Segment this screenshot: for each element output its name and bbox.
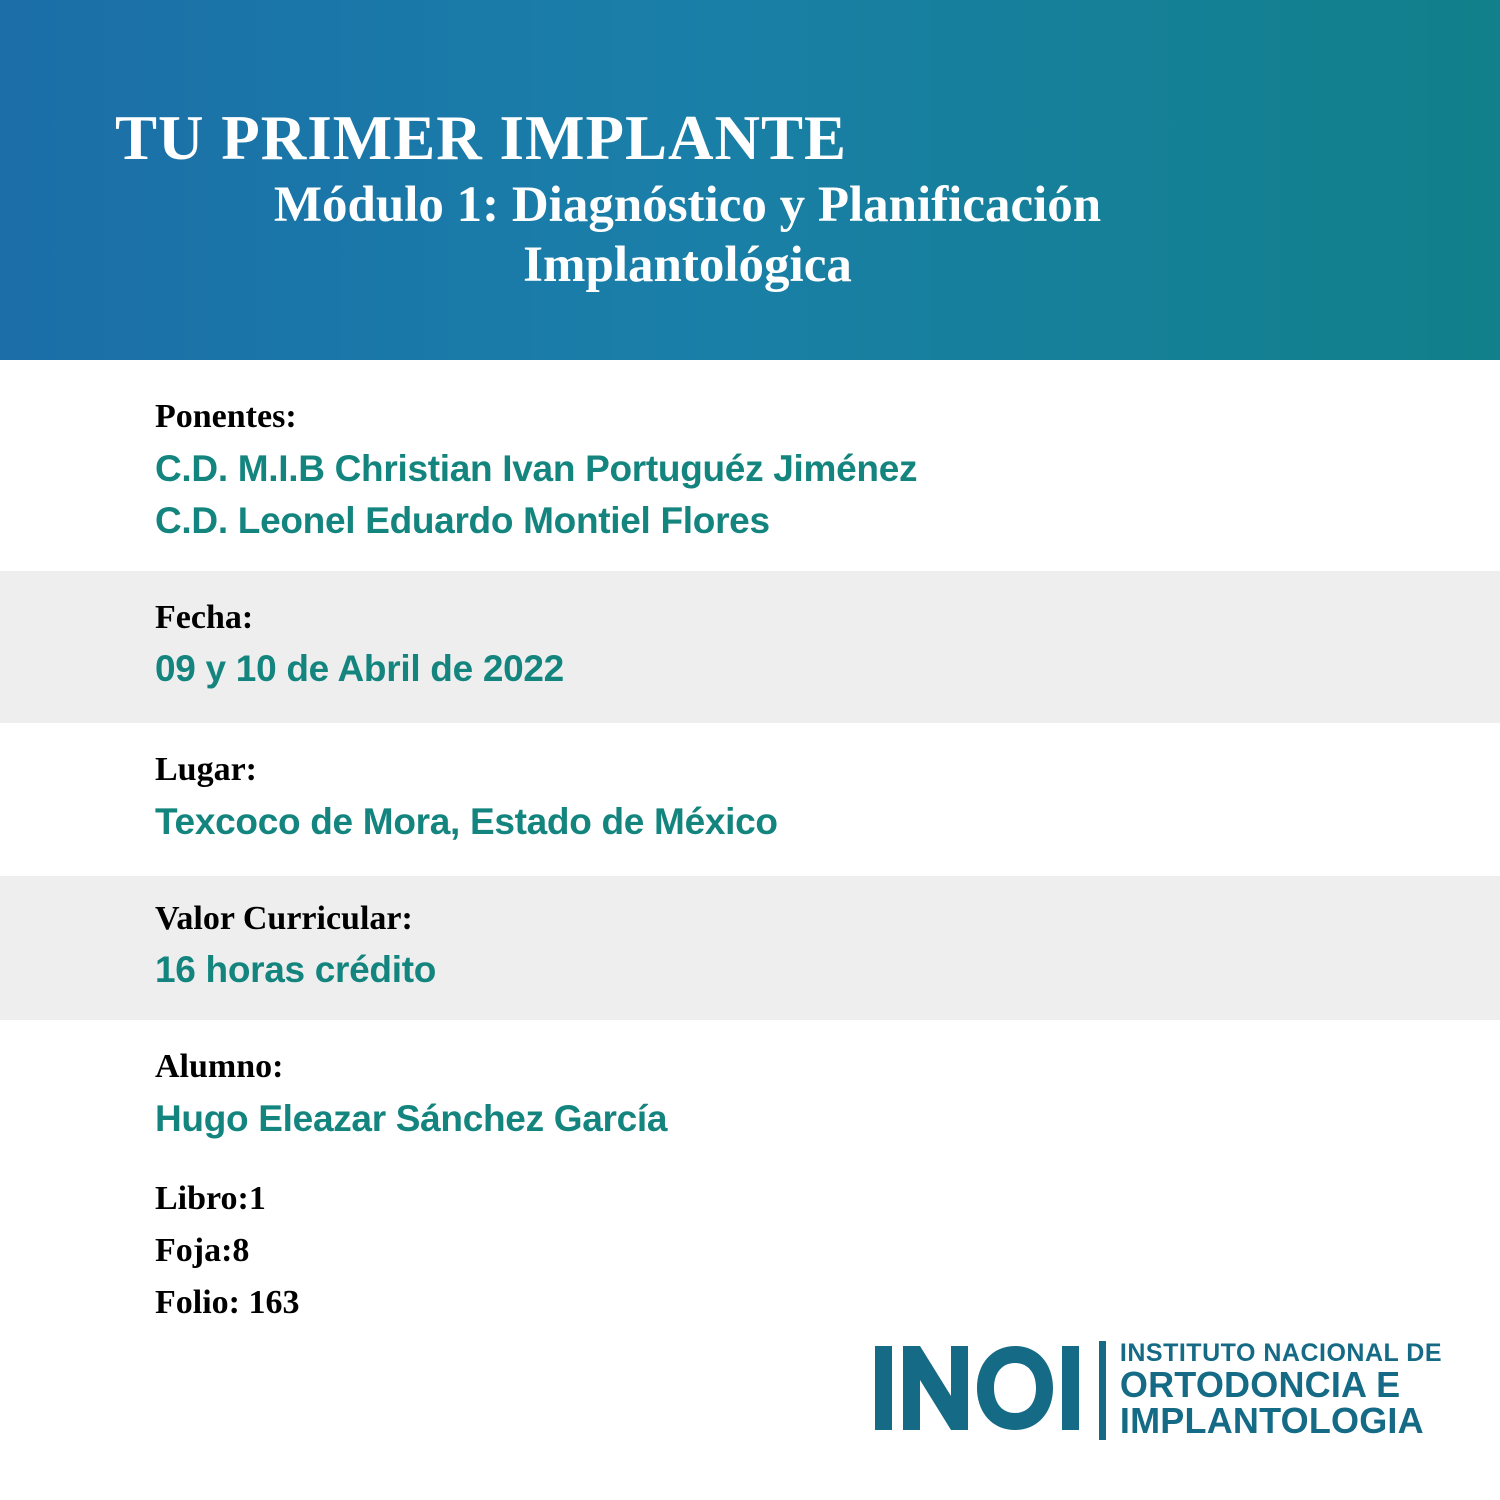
field-lugar <box>0 723 1500 876</box>
logo-line-2: ORTODONCIA E <box>1119 1363 1401 1405</box>
logo-line-1: INSTITUTO NACIONAL DE <box>1119 1339 1442 1368</box>
institution-logo <box>873 1341 1442 1440</box>
page-subtitle <box>115 175 1440 295</box>
field-alumno-value: Hugo Eleazar Sánchez García <box>155 1097 668 1139</box>
registry-foja: Foja:8 <box>155 1232 250 1270</box>
field-lugar-label: Lugar: <box>155 751 257 789</box>
page-subtitle-line1: Módulo 1: Diagnóstico y Planificación <box>273 177 1102 234</box>
field-ponentes-value-1: C.D. M.I.B Christian Ivan Portuguéz Jiménez <box>155 447 918 489</box>
details-list <box>0 360 1500 1165</box>
field-ponentes-label: Ponentes: <box>155 398 297 435</box>
field-fecha-label: Fecha: <box>155 598 254 636</box>
header-banner <box>0 0 1500 360</box>
registry-libro: Libro:1 <box>155 1180 266 1218</box>
field-ponentes <box>0 360 1500 571</box>
inoi-monogram-icon <box>873 1342 1083 1439</box>
page-title: TU PRIMER IMPLANTE <box>115 103 848 173</box>
field-valor-curricular-value: 16 horas crédito <box>155 949 437 991</box>
registry-block <box>0 1165 1500 1326</box>
field-lugar-value: Texcoco de Mora, Estado de México <box>155 800 778 842</box>
field-valor-curricular-label: Valor Curricular: <box>155 899 413 937</box>
field-valor-curricular <box>0 876 1500 1021</box>
logo-wordmark <box>1099 1341 1442 1440</box>
page-subtitle-line2: Implantológica <box>523 237 852 294</box>
field-fecha-value: 09 y 10 de Abril de 2022 <box>155 648 564 690</box>
registry-folio: Folio: 163 <box>155 1284 300 1322</box>
field-alumno-label: Alumno: <box>155 1048 284 1086</box>
field-alumno <box>0 1020 1500 1165</box>
field-fecha <box>0 571 1500 724</box>
logo-line-3: IMPLANTOLOGIA <box>1119 1400 1424 1442</box>
field-ponentes-value-2: C.D. Leonel Eduardo Montiel Flores <box>155 499 770 541</box>
